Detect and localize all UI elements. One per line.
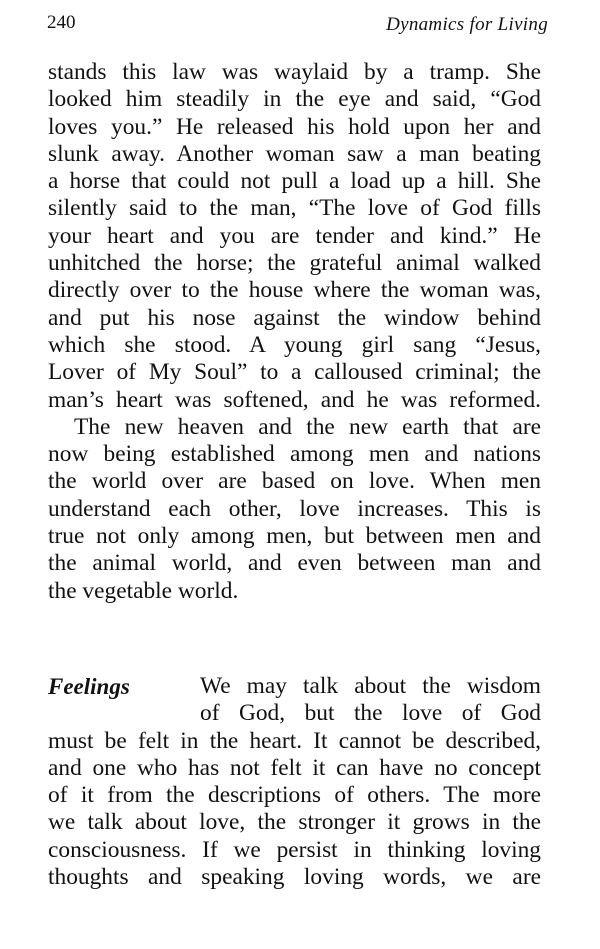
text-line: slunk away. Another woman saw a man beating (48, 140, 541, 167)
text-line: directly over to the house where the woman was, (48, 277, 541, 304)
text-line: loves you.” He released his hold upon her and (48, 113, 541, 140)
body-text-top (48, 59, 541, 605)
text-line: of it from the descriptions of others. The more (48, 782, 541, 809)
section-heading: Feelings (48, 674, 130, 699)
text-line: The new heaven and the new earth that are (74, 413, 541, 440)
text-line: man’s heart was softened, and he was reformed. (48, 386, 541, 413)
text-line: now being established among men and nations (48, 441, 541, 468)
text-line: must be felt in the heart. It cannot be described, (48, 727, 541, 754)
text-line: and one who has not felt it can have no concept (48, 754, 541, 781)
text-line: the vegetable world. (48, 577, 239, 604)
text-line: the world over are based on love. When men (48, 468, 541, 495)
text-line: silently said to the man, “The love of God fills (48, 195, 541, 222)
text-line: true not only among men, but between men and (48, 523, 541, 550)
running-title: Dynamics for Living (386, 14, 548, 35)
text-line: of God, but the love of God (200, 700, 541, 727)
text-line: Lover of My Soul” to a calloused criminal; the (48, 359, 541, 386)
body-text-section (48, 673, 541, 891)
text-line: understand each other, love increases. This is (48, 495, 541, 522)
text-line: unhitched the horse; the grateful animal walked (48, 250, 541, 277)
text-line: We may talk about the wisdom (200, 673, 541, 699)
text-line: the animal world, and even between man and (48, 550, 541, 577)
text-line: and put his nose against the window behind (48, 304, 541, 331)
text-line: consciousness. If we persist in thinking loving (48, 836, 541, 863)
text-line: looked him steadily in the eye and said, “God (48, 86, 541, 113)
text-line: we talk about love, the stronger it grows in the (48, 809, 541, 836)
text-line: thoughts and speaking loving words, we are (48, 864, 541, 891)
text-line: your heart and you are tender and kind.” He (48, 222, 541, 249)
text-line: which she stood. A young girl sang “Jesus, (48, 331, 541, 358)
text-line: a horse that could not pull a load up a hill. She (48, 168, 541, 195)
text-line: stands this law was waylaid by a tramp. She (48, 59, 541, 85)
page-number: 240 (47, 12, 76, 33)
